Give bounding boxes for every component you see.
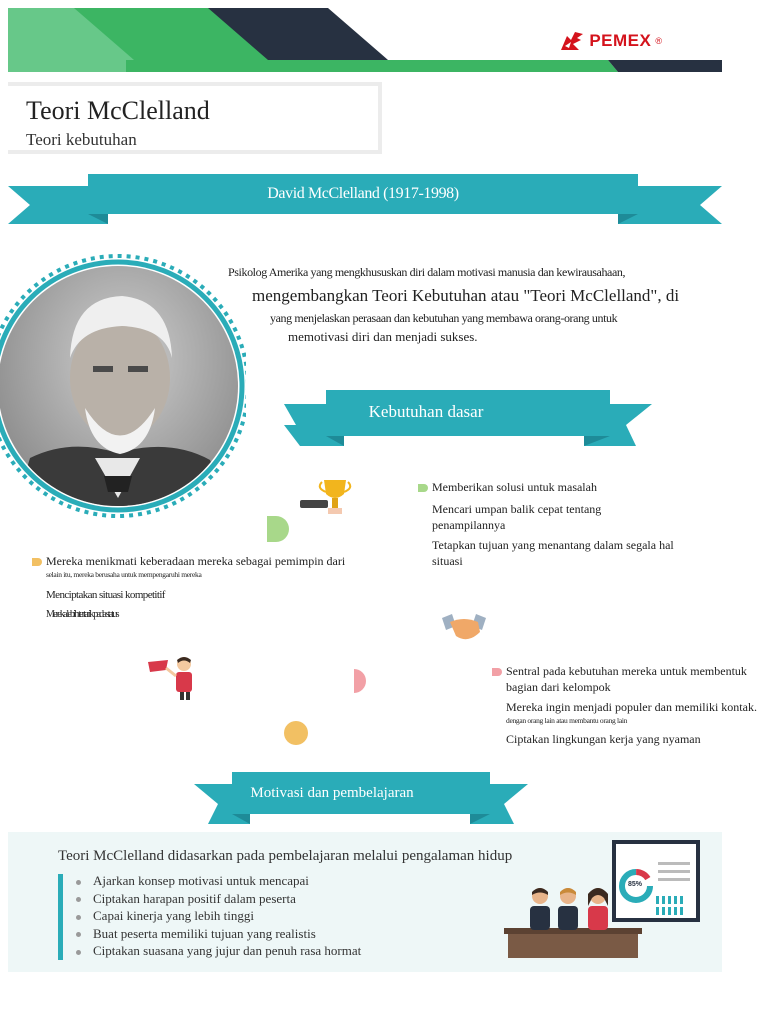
pink-flag-icon xyxy=(492,668,502,676)
list-item xyxy=(72,925,361,943)
ribbon-motivation-label: Motivasi dan pembelajaran xyxy=(250,785,414,801)
list-item xyxy=(72,872,361,890)
achievement-line-3: penampilannya xyxy=(432,518,506,532)
list-item xyxy=(72,907,361,925)
affiliation-line-4: dengan orang lain atau membantu orang lain xyxy=(506,716,628,725)
need-affiliation xyxy=(492,664,757,747)
pemex-logo xyxy=(559,30,662,52)
affiliation-text-1: Sentral pada kebutuhan mereka untuk membentuk xyxy=(506,664,747,678)
list-item xyxy=(72,890,361,908)
pink-dot xyxy=(354,669,366,693)
logo-text: PEMEX xyxy=(589,31,652,50)
list-item-text: Ciptakan harapan positif dalam peserta xyxy=(93,890,296,906)
page-subtitle: Teori kebutuhan xyxy=(26,130,137,149)
list-item-text: Capai kinerja yang lebih tinggi xyxy=(93,908,255,923)
bullet-dot-icon xyxy=(76,932,81,937)
affiliation-line-1 xyxy=(492,664,757,679)
accent-bar xyxy=(58,874,63,960)
intro-line-2: mengembangkan Teori Kebutuhan atau "Teori McClelland", di xyxy=(252,286,680,305)
green-flag-icon xyxy=(418,484,428,492)
title-box xyxy=(8,82,382,154)
bullet-dot-icon xyxy=(76,880,81,885)
affiliation-line-2: bagian dari kelompok xyxy=(506,680,611,694)
achievement-line-1 xyxy=(418,480,674,495)
bullet-dot-icon xyxy=(76,897,81,902)
page-title: Teori McClelland xyxy=(26,96,210,125)
portrait-graphic xyxy=(0,248,246,524)
power-line-2: selain itu, mereka berusaha untuk mempengaruhi mereka xyxy=(46,570,202,579)
need-achievement xyxy=(418,480,674,569)
list-item xyxy=(72,942,361,960)
list-item-text: Ajarkan konsep motivasi untuk mencapai xyxy=(93,873,309,888)
yellow-flag-icon xyxy=(32,558,42,566)
achievement-text-1: Memberikan solusi untuk masalah xyxy=(432,480,597,494)
intro-line-3: yang menjelaskan perasaan dan kebutuhan yang membawa orang-orang untuk xyxy=(270,311,618,325)
achievement-line-5: situasi xyxy=(432,554,463,568)
chart-percent: 85% xyxy=(628,881,643,888)
learning-list xyxy=(72,872,361,960)
pemex-eagle-icon xyxy=(559,30,585,52)
ribbon-bio-label: David McClelland (1917-1998) xyxy=(267,185,459,202)
ribbon-motivation xyxy=(194,772,528,824)
handshake-icon xyxy=(438,612,490,646)
list-item-text: Buat peserta memiliki tujuan yang realistis xyxy=(93,925,316,941)
list-item-text: Ciptakan suasana yang jujur dan penuh rasa hormat xyxy=(93,943,362,958)
presentation-illustration xyxy=(504,840,704,964)
yellow-dot xyxy=(284,721,308,745)
trophy-icon xyxy=(298,474,358,518)
affiliation-line-5: Ciptakan lingkungan kerja yang nyaman xyxy=(506,732,701,746)
achievement-line-2: Mencari umpan balik cepat tentang xyxy=(432,502,602,516)
power-line-4: Mereka lebih tertarik pada status xyxy=(46,609,118,620)
portrait-photo xyxy=(0,248,246,524)
need-power xyxy=(32,554,345,620)
intro-line-1: Psikolog Amerika yang mengkhususkan diri dalam motivasi manusia dan kewirausahaan, xyxy=(228,265,626,279)
ribbon-needs xyxy=(284,390,652,446)
ribbon-needs-label: Kebutuhan dasar xyxy=(368,402,484,421)
ribbon-bio xyxy=(8,174,722,226)
achievement-line-4: Tetapkan tujuan yang menantang dalam segala hal xyxy=(432,538,674,552)
power-text-1: Mereka menikmati keberadaan mereka sebagai pemimpin dari xyxy=(46,554,346,568)
bullet-dot-icon xyxy=(76,950,81,955)
leader-icon xyxy=(146,654,200,700)
intro-line-4: memotivasi diri dan menjadi sukses. xyxy=(288,329,478,344)
header-banner xyxy=(8,8,722,72)
green-dot xyxy=(267,516,289,542)
power-line-3: Menciptakan situasi kompetitif xyxy=(46,589,165,601)
learning-title: Teori McClelland didasarkan pada pembelajaran melalui pengalaman hidup xyxy=(58,848,513,864)
bullet-dot-icon xyxy=(76,915,81,920)
affiliation-line-3: Mereka ingin menjadi populer dan memiliki kontak. xyxy=(506,700,757,714)
logo-registered: ® xyxy=(655,36,662,46)
power-line-1 xyxy=(32,554,345,569)
learning-panel xyxy=(8,832,722,972)
